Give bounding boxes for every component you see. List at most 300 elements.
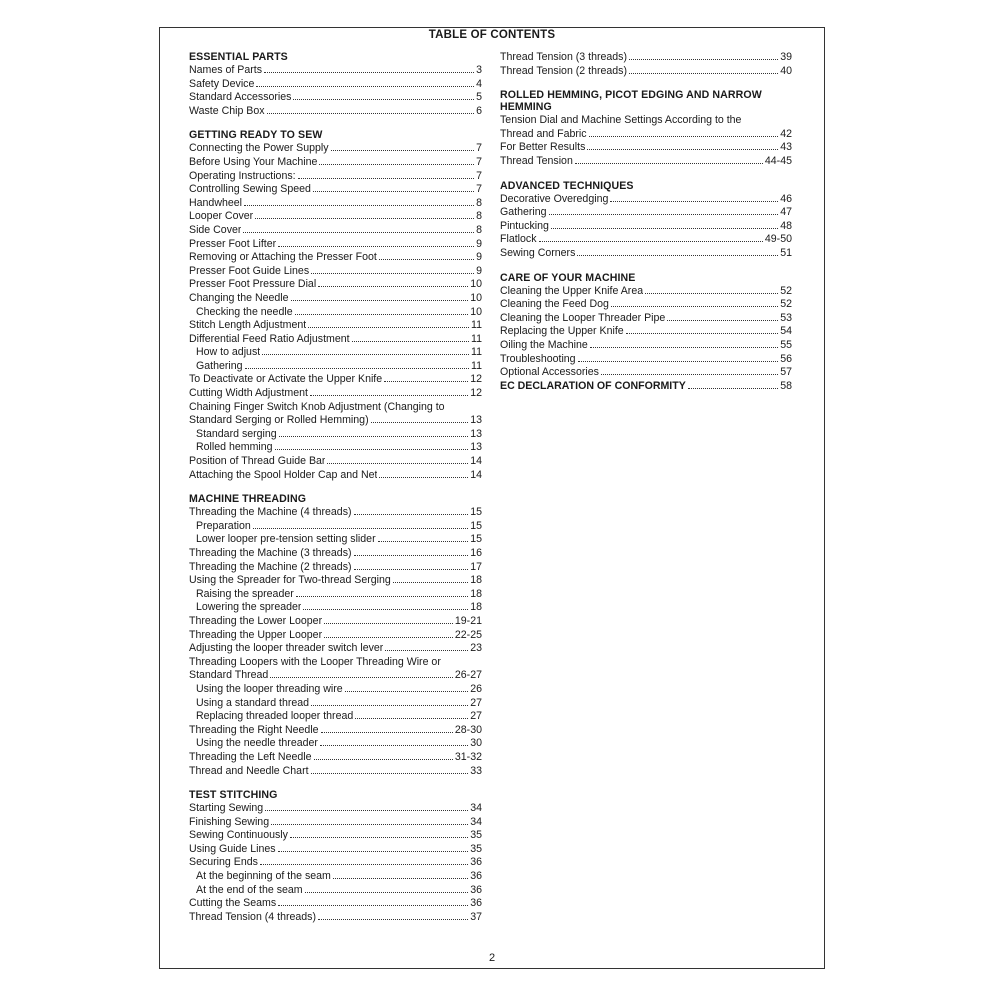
toc-entry: [189, 870, 482, 884]
entry-label: Presser Foot Pressure Dial: [189, 278, 317, 291]
leader-dots: [290, 837, 468, 838]
entry-label: EC DECLARATION OF CONFORMITY: [500, 379, 686, 392]
toc-entry: [189, 601, 482, 615]
entry-label: Cleaning the Upper Knife Area: [500, 284, 644, 297]
toc-entry: [189, 105, 482, 119]
entry-page: 15: [470, 533, 482, 546]
entry-page: 18: [470, 587, 482, 600]
leader-dots: [629, 73, 778, 74]
entry-label: Threading the Right Needle: [189, 723, 319, 736]
page-title: TABLE OF CONTENTS: [428, 29, 556, 41]
toc-entry: [189, 724, 482, 738]
leader-dots: [308, 327, 469, 328]
entry-page: 7: [476, 142, 482, 155]
entry-label: Preparation: [196, 519, 251, 532]
entry-page: 33: [470, 764, 482, 777]
leader-dots: [345, 691, 469, 692]
entry-label: Sewing Corners: [500, 246, 576, 259]
leader-dots: [610, 201, 778, 202]
toc-entry: [189, 897, 482, 911]
entry-page: 16: [470, 547, 482, 559]
toc-entry: [500, 325, 792, 339]
section-title: TEST STITCHING: [189, 789, 278, 802]
entry-page: 5: [476, 91, 482, 104]
leader-dots: [244, 205, 474, 206]
toc-section: [500, 89, 792, 168]
toc-entry: [189, 520, 482, 534]
toc-entry: [500, 155, 792, 169]
entry-page: 48: [780, 219, 792, 232]
entry-label: How to adjust: [196, 346, 261, 359]
toc-entry: [500, 312, 792, 326]
entry-page: 49-50: [764, 233, 792, 246]
entry-page: 27: [470, 710, 482, 723]
leader-dots: [318, 919, 468, 920]
entry-page: 36: [470, 883, 482, 896]
toc-entry-line: Chaining Finger Switch Knob Adjustment (Changing to: [189, 400, 445, 413]
toc-entry: [189, 441, 482, 455]
entry-page: 58: [780, 379, 792, 392]
toc-entry: [189, 911, 482, 925]
leader-dots: [291, 300, 469, 301]
entry-label: Decorative Overedging: [500, 192, 609, 205]
entry-label: Threading the Upper Looper: [189, 628, 323, 641]
leader-dots: [590, 347, 778, 348]
entry-page: 36: [470, 897, 482, 910]
entry-label: Oiling the Machine: [500, 338, 588, 351]
leader-dots: [324, 623, 453, 624]
toc-entry: [189, 843, 482, 857]
leader-dots: [327, 463, 468, 464]
document-page: [159, 27, 825, 969]
entry-page: 47: [780, 206, 792, 219]
toc-entry: [189, 469, 482, 483]
entry-label: At the end of the seam: [196, 883, 303, 896]
entry-label: Standard Thread: [189, 669, 269, 682]
entry-label: Using the needle threader: [196, 737, 318, 750]
leader-dots: [293, 99, 474, 100]
leader-dots: [626, 333, 779, 334]
entry-page: 7: [476, 155, 482, 168]
toc-entry: [189, 669, 482, 683]
toc-entry: [189, 292, 482, 306]
entry-label: Sewing Continuously: [189, 829, 288, 842]
entry-label: Thread Tension (4 threads): [189, 910, 317, 923]
toc-entry: [189, 183, 482, 197]
toc-entry: [189, 278, 482, 292]
entry-label: Thread Tension: [500, 154, 573, 167]
toc-entry: [500, 193, 792, 207]
leader-dots: [311, 705, 468, 706]
entry-page: 7: [476, 183, 482, 196]
entry-label: Adjusting the looper threader switch lever: [189, 642, 384, 655]
toc-entry: [189, 642, 482, 656]
toc-entry: [189, 64, 482, 78]
entry-page: 9: [476, 237, 482, 250]
leader-dots: [331, 150, 475, 151]
leader-dots: [379, 477, 468, 478]
leader-dots: [645, 293, 778, 294]
entry-label: Standard Serging or Rolled Hemming): [189, 414, 369, 427]
entry-page: 7: [476, 169, 482, 182]
leader-dots: [295, 314, 469, 315]
section-title: MACHINE THREADING: [189, 493, 307, 506]
entry-page: 36: [470, 856, 482, 869]
entry-page: 40: [780, 64, 792, 77]
toc-entry-line: Tension Dial and Machine Settings According to the: [500, 114, 742, 127]
entry-page: 39: [780, 51, 792, 63]
entry-page: 13: [470, 441, 482, 454]
entry-label: Replacing the Upper Knife: [500, 325, 624, 338]
entry-page: 3: [476, 64, 482, 76]
entry-label: Thread and Needle Chart: [189, 764, 309, 777]
toc-entry: [189, 683, 482, 697]
entry-label: Threading the Left Needle: [189, 750, 312, 763]
leader-dots: [303, 609, 468, 610]
entry-label: Changing the Needle: [189, 291, 289, 304]
toc-entry: [189, 737, 482, 751]
leader-dots: [278, 851, 469, 852]
entry-label: Using Guide Lines: [189, 842, 276, 855]
leader-dots: [298, 178, 475, 179]
leader-dots: [278, 905, 468, 906]
section-title: ADVANCED TECHNIQUES: [500, 179, 634, 192]
toc-entry: [189, 224, 482, 238]
entry-page: 14: [470, 455, 482, 468]
entry-page: 52: [780, 298, 792, 311]
entry-label: Using the looper threading wire: [196, 682, 343, 695]
entry-page: 4: [476, 77, 482, 90]
leader-dots: [311, 273, 474, 274]
entry-label: Rolled hemming: [196, 441, 273, 454]
leader-dots: [256, 86, 474, 87]
toc-entry-line: Threading Loopers with the Looper Threading Wire or: [189, 655, 441, 668]
toc-entry: [189, 319, 482, 333]
toc-entry: [189, 210, 482, 224]
leader-dots: [384, 381, 468, 382]
toc-entry: [189, 251, 482, 265]
leader-dots: [318, 286, 468, 287]
toc-entry: [189, 506, 482, 520]
toc-entry: [189, 455, 482, 469]
entry-label: Threading the Machine (3 threads): [189, 547, 352, 559]
entry-page: 23: [470, 642, 482, 655]
toc-section: [189, 493, 482, 778]
entry-label: Replacing threaded looper thread: [196, 710, 354, 723]
toc-entry: [189, 615, 482, 629]
leader-dots: [245, 368, 469, 369]
entry-label: Cutting the Seams: [189, 897, 277, 910]
leader-dots: [264, 72, 474, 73]
entry-label: Names of Parts: [189, 64, 263, 76]
entry-label: To Deactivate or Activate the Upper Knife: [189, 373, 383, 386]
entry-label: Attaching the Spool Holder Cap and Net: [189, 468, 378, 481]
entry-page: 26: [470, 682, 482, 695]
entry-label: Side Cover: [189, 223, 242, 236]
leader-dots: [255, 218, 474, 219]
entry-label: Controlling Sewing Speed: [189, 183, 311, 196]
entry-page: 15: [470, 519, 482, 532]
toc-entry: [189, 574, 482, 588]
entry-label: Handwheel: [189, 196, 243, 209]
leader-dots: [319, 164, 474, 165]
entry-label: Gathering: [196, 359, 243, 372]
toc-entry: [189, 697, 482, 711]
toc-entry: [500, 51, 792, 65]
leader-dots: [629, 59, 778, 60]
toc-entry: [500, 141, 792, 155]
toc-entry: [189, 533, 482, 547]
leader-dots: [278, 246, 474, 247]
entry-label: Standard Accessories: [189, 91, 292, 104]
entry-page: 56: [780, 352, 792, 365]
entry-label: Position of Thread Guide Bar: [189, 455, 326, 468]
entry-label: Troubleshooting: [500, 352, 576, 365]
toc-entry: [189, 751, 482, 765]
leader-dots: [310, 395, 468, 396]
entry-label: For Better Results: [500, 141, 586, 154]
leader-dots: [314, 759, 453, 760]
entry-page: 52: [780, 284, 792, 297]
toc-entry: [500, 339, 792, 353]
entry-page: 30: [470, 737, 482, 750]
leader-dots: [321, 732, 453, 733]
leader-dots: [354, 555, 469, 556]
entry-page: 42: [780, 127, 792, 140]
toc-entry: [500, 220, 792, 234]
leader-dots: [275, 449, 469, 450]
toc-entry: [189, 387, 482, 401]
entry-label: Lower looper pre-tension setting slider: [196, 533, 376, 546]
entry-page: 13: [470, 427, 482, 440]
entry-label: Gathering: [500, 206, 547, 219]
leader-dots: [354, 514, 469, 515]
entry-page: 34: [470, 815, 482, 828]
leader-dots: [267, 113, 475, 114]
entry-page: 13: [470, 414, 482, 427]
entry-label: Checking the needle: [196, 305, 293, 318]
toc-entry: [189, 802, 482, 816]
leader-dots: [667, 320, 778, 321]
leader-dots: [352, 341, 469, 342]
leader-dots: [253, 528, 468, 529]
toc-entry: [189, 414, 482, 428]
leader-dots: [313, 191, 474, 192]
leader-dots: [243, 232, 474, 233]
leader-dots: [379, 259, 474, 260]
entry-label: Before Using Your Machine: [189, 155, 318, 168]
page-number: 2: [488, 952, 496, 964]
toc-entry: [189, 428, 482, 442]
entry-page: 31-32: [454, 750, 482, 763]
entry-page: 18: [470, 574, 482, 587]
entry-page: 44-45: [764, 154, 792, 167]
entry-page: 17: [470, 560, 482, 573]
leader-dots: [305, 892, 469, 893]
toc-entry: [500, 128, 792, 142]
entry-page: 22-25: [454, 628, 482, 641]
toc-entry: [500, 233, 792, 247]
toc-entry: [500, 298, 792, 312]
toc-entry: [189, 588, 482, 602]
section-title: ESSENTIAL PARTS: [189, 51, 288, 63]
entry-label: Threading the Machine (2 threads): [189, 560, 352, 573]
entry-page: 9: [476, 251, 482, 264]
section-title: GETTING READY TO SEW: [189, 129, 323, 142]
entry-page: 53: [780, 311, 792, 324]
entry-page: 11: [471, 346, 482, 359]
entry-page: 46: [780, 192, 792, 205]
leader-dots: [296, 596, 468, 597]
leader-dots: [577, 255, 778, 256]
entry-page: 8: [476, 196, 482, 209]
leader-dots: [270, 677, 453, 678]
entry-label: Stitch Length Adjustment: [189, 319, 307, 332]
entry-page: 57: [780, 366, 792, 379]
leader-dots: [320, 745, 468, 746]
entry-page: 34: [470, 802, 482, 815]
leader-dots: [311, 773, 469, 774]
entry-page: 36: [470, 870, 482, 883]
toc-section: [189, 129, 482, 482]
entry-page: 8: [476, 210, 482, 223]
leader-dots: [589, 136, 779, 137]
entry-page: 10: [470, 278, 482, 291]
entry-page: 54: [780, 325, 792, 338]
toc-entry: [189, 265, 482, 279]
toc-entry: [500, 285, 792, 299]
leader-dots: [551, 228, 778, 229]
toc-entry: [189, 333, 482, 347]
leader-dots: [539, 241, 763, 242]
toc-entry: [189, 816, 482, 830]
toc-entry: [189, 238, 482, 252]
entry-label: Starting Sewing: [189, 802, 264, 815]
entry-label: Cleaning the Looper Threader Pipe: [500, 311, 666, 324]
leader-dots: [688, 388, 778, 389]
toc-entry: [189, 629, 482, 643]
entry-page: 55: [780, 338, 792, 351]
entry-label: Differential Feed Ratio Adjustment: [189, 332, 350, 345]
leader-dots: [260, 864, 468, 865]
toc-entry: [189, 884, 482, 898]
entry-page: 35: [470, 842, 482, 855]
entry-label: Presser Foot Lifter: [189, 237, 277, 250]
toc-entry: [189, 765, 482, 779]
toc-section: [500, 180, 792, 261]
section-title: ROLLED HEMMING, PICOT EDGING AND NARROW HEMMING: [500, 89, 762, 114]
toc-entry: [189, 710, 482, 724]
entry-label: Finishing Sewing: [189, 815, 270, 828]
toc-entry: [500, 247, 792, 261]
entry-page: 51: [780, 246, 792, 259]
toc-entry: [189, 78, 482, 92]
entry-page: 19-21: [454, 614, 482, 627]
entry-label: Looper Cover: [189, 210, 254, 223]
leader-dots: [393, 582, 468, 583]
entry-label: Cutting Width Adjustment: [189, 387, 308, 400]
entry-page: 12: [470, 387, 482, 400]
entry-page: 14: [470, 468, 482, 481]
leader-dots: [575, 163, 763, 164]
toc-entry: [189, 829, 482, 843]
leader-dots: [324, 637, 453, 638]
leader-dots: [378, 541, 469, 542]
toc-entry: [189, 306, 482, 320]
entry-label: Removing or Attaching the Presser Foot: [189, 251, 377, 264]
section-title: CARE OF YOUR MACHINE: [500, 271, 636, 284]
toc-entry: [189, 142, 482, 156]
entry-page: 11: [471, 332, 482, 345]
entry-page: 9: [476, 264, 482, 277]
entry-label: Lowering the spreader: [196, 601, 302, 614]
toc-section: [500, 51, 792, 78]
entry-label: Connecting the Power Supply: [189, 142, 329, 155]
leader-dots: [601, 374, 778, 375]
entry-label: Standard serging: [196, 427, 277, 440]
toc-entry: [189, 156, 482, 170]
entry-label: Raising the spreader: [196, 587, 294, 600]
toc-entry: [500, 65, 792, 79]
left-column: [189, 51, 482, 935]
leader-dots: [587, 149, 778, 150]
toc-entry: [189, 197, 482, 211]
entry-page: 37: [470, 910, 482, 923]
toc-entry: [189, 547, 482, 561]
toc-entry: [500, 366, 792, 380]
entry-label: Threading the Lower Looper: [189, 614, 323, 627]
right-column: [500, 51, 792, 404]
leader-dots: [271, 824, 468, 825]
toc-entry: [500, 353, 792, 367]
toc-entry: [189, 91, 482, 105]
entry-label: Waste Chip Box: [189, 104, 265, 117]
leader-dots: [279, 436, 469, 437]
entry-label: Thread and Fabric: [500, 127, 587, 140]
entry-page: 11: [471, 319, 482, 332]
entry-page: 8: [476, 223, 482, 236]
entry-label: Safety Device: [189, 77, 255, 90]
entry-label: Optional Accessories: [500, 366, 599, 379]
entry-page: 26-27: [454, 669, 482, 682]
entry-page: 15: [470, 506, 482, 519]
entry-label: Thread Tension (3 threads): [500, 51, 628, 63]
entry-page: 6: [476, 104, 482, 117]
leader-dots: [262, 354, 469, 355]
entry-page: 18: [470, 601, 482, 614]
leader-dots: [265, 810, 468, 811]
leader-dots: [611, 306, 778, 307]
toc-section: [189, 51, 482, 118]
leader-dots: [371, 422, 469, 423]
toc-entry: [500, 206, 792, 220]
leader-dots: [333, 878, 468, 879]
leader-dots: [385, 650, 468, 651]
leader-dots: [549, 214, 779, 215]
entry-label: Thread Tension (2 threads): [500, 64, 628, 77]
entry-label: Cleaning the Feed Dog: [500, 298, 609, 311]
leader-dots: [578, 361, 779, 362]
leader-dots: [355, 718, 468, 719]
entry-label: At the beginning of the seam: [196, 870, 331, 883]
toc-entry: [189, 346, 482, 360]
entry-label: Securing Ends: [189, 856, 258, 869]
toc-entry: [189, 561, 482, 575]
entry-label: Using the Spreader for Two-thread Serging: [189, 574, 391, 587]
entry-page: 27: [470, 696, 482, 709]
toc-entry: [189, 856, 482, 870]
entry-label: Presser Foot Guide Lines: [189, 264, 310, 277]
